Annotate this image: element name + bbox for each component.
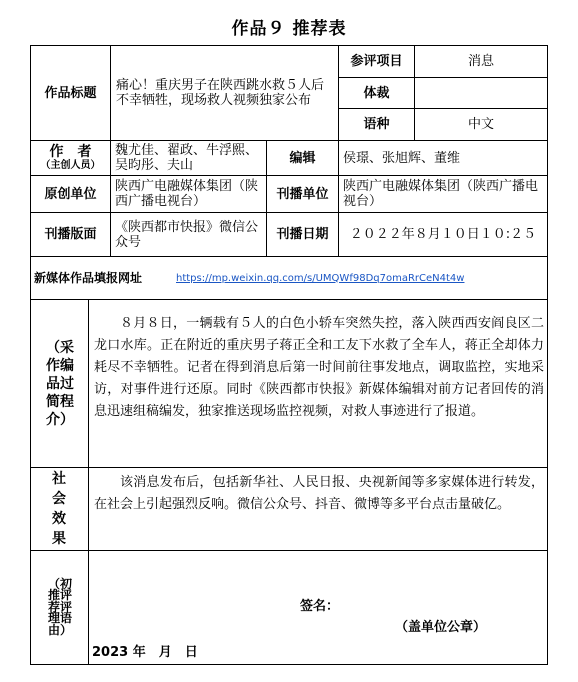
author-value: 魏尤佳、翟政、牛浮熙、吴昀彤、夫山 <box>115 143 259 173</box>
document-title: 作品９ 推荐表 <box>231 19 347 39</box>
table-border <box>30 550 548 551</box>
stamp-label: （盖单位公章） <box>395 619 487 635</box>
category-value: 消息 <box>467 54 494 69</box>
signature-label: 签名： <box>300 598 340 614</box>
original-unit-value: 陕西广电融媒体集团（陕西广播电视台） <box>115 179 259 209</box>
genre-value <box>415 78 547 108</box>
url-cell <box>176 257 546 299</box>
social-effect-text: 该消息发布后，包括新华社、人民日报、央视新闻等多家媒体进行转发，在社会上引起强烈反响。微信公众号、抖音、微博等多平台点击量破亿。 <box>94 475 544 512</box>
new-media-url-link[interactable]: https://mp.weixin.qq.com/s/UMQWf98Dq7omaRrCeN4t4w <box>176 272 465 284</box>
language-value: 中文 <box>467 117 494 132</box>
label-review: （初推评荐评理语由） <box>48 576 73 637</box>
table-border <box>30 299 548 300</box>
publish-page-value: 《陕西都市快报》微信公众号 <box>115 219 259 250</box>
editor-value: 侯璟、张旭辉、董维 <box>343 150 461 166</box>
label-publish-unit: 刊播单位 <box>276 186 329 202</box>
process-text: ８月８日，一辆载有５人的白色小轿车突然失控，落入陕西西安阎良区二龙口水库。正在附近的重庆男子蒋正全和工友下水救了全车人，蒋正全却体力耗尽不幸牺牲。记者在得到消息后第一时间前往事发地点，调取监控，实地采访，对事件进行还原。同时《陕西都市快报》新媒体编辑对前方记者回传的消息迅速组稿编发，独家推送现场监控视频，对救人事迹进行了报道。 <box>94 316 544 419</box>
label-author-sub: （主创人员） <box>40 160 101 171</box>
label-social-effect: 社会效果 <box>52 471 66 547</box>
publish-unit-value: 陕西广电融媒体集团（陕西广播电视台） <box>343 179 539 209</box>
label-category: 参评项目 <box>350 54 403 69</box>
label-publish-date: 刊播日期 <box>276 227 329 242</box>
label-work-title: 作品标题 <box>44 85 97 101</box>
publish-date-value: ２０２２年８月１０日１０:２５ <box>349 227 537 242</box>
date-line: 2023 年 月 日 <box>92 644 198 660</box>
table-border <box>110 45 111 256</box>
label-original-unit: 原创单位 <box>44 186 97 202</box>
table-border <box>30 664 548 665</box>
label-process: （采作编品过简程介） <box>46 339 74 428</box>
table-border <box>547 45 548 665</box>
work-title-value: 痛心！重庆男子在陕西跳水救５人后不幸牺牲，现场救人视频独家公布 <box>116 78 325 108</box>
table-border <box>88 299 89 664</box>
label-genre: 体裁 <box>363 85 390 101</box>
label-publish-page: 刊播版面 <box>44 227 97 242</box>
label-new-media-url: 新媒体作品填报网址 <box>34 270 143 285</box>
label-author <box>31 141 110 175</box>
label-language: 语种 <box>363 117 390 132</box>
table-border <box>30 467 548 468</box>
label-editor: 编辑 <box>289 150 316 166</box>
label-author-main: 作 者 <box>49 144 92 160</box>
